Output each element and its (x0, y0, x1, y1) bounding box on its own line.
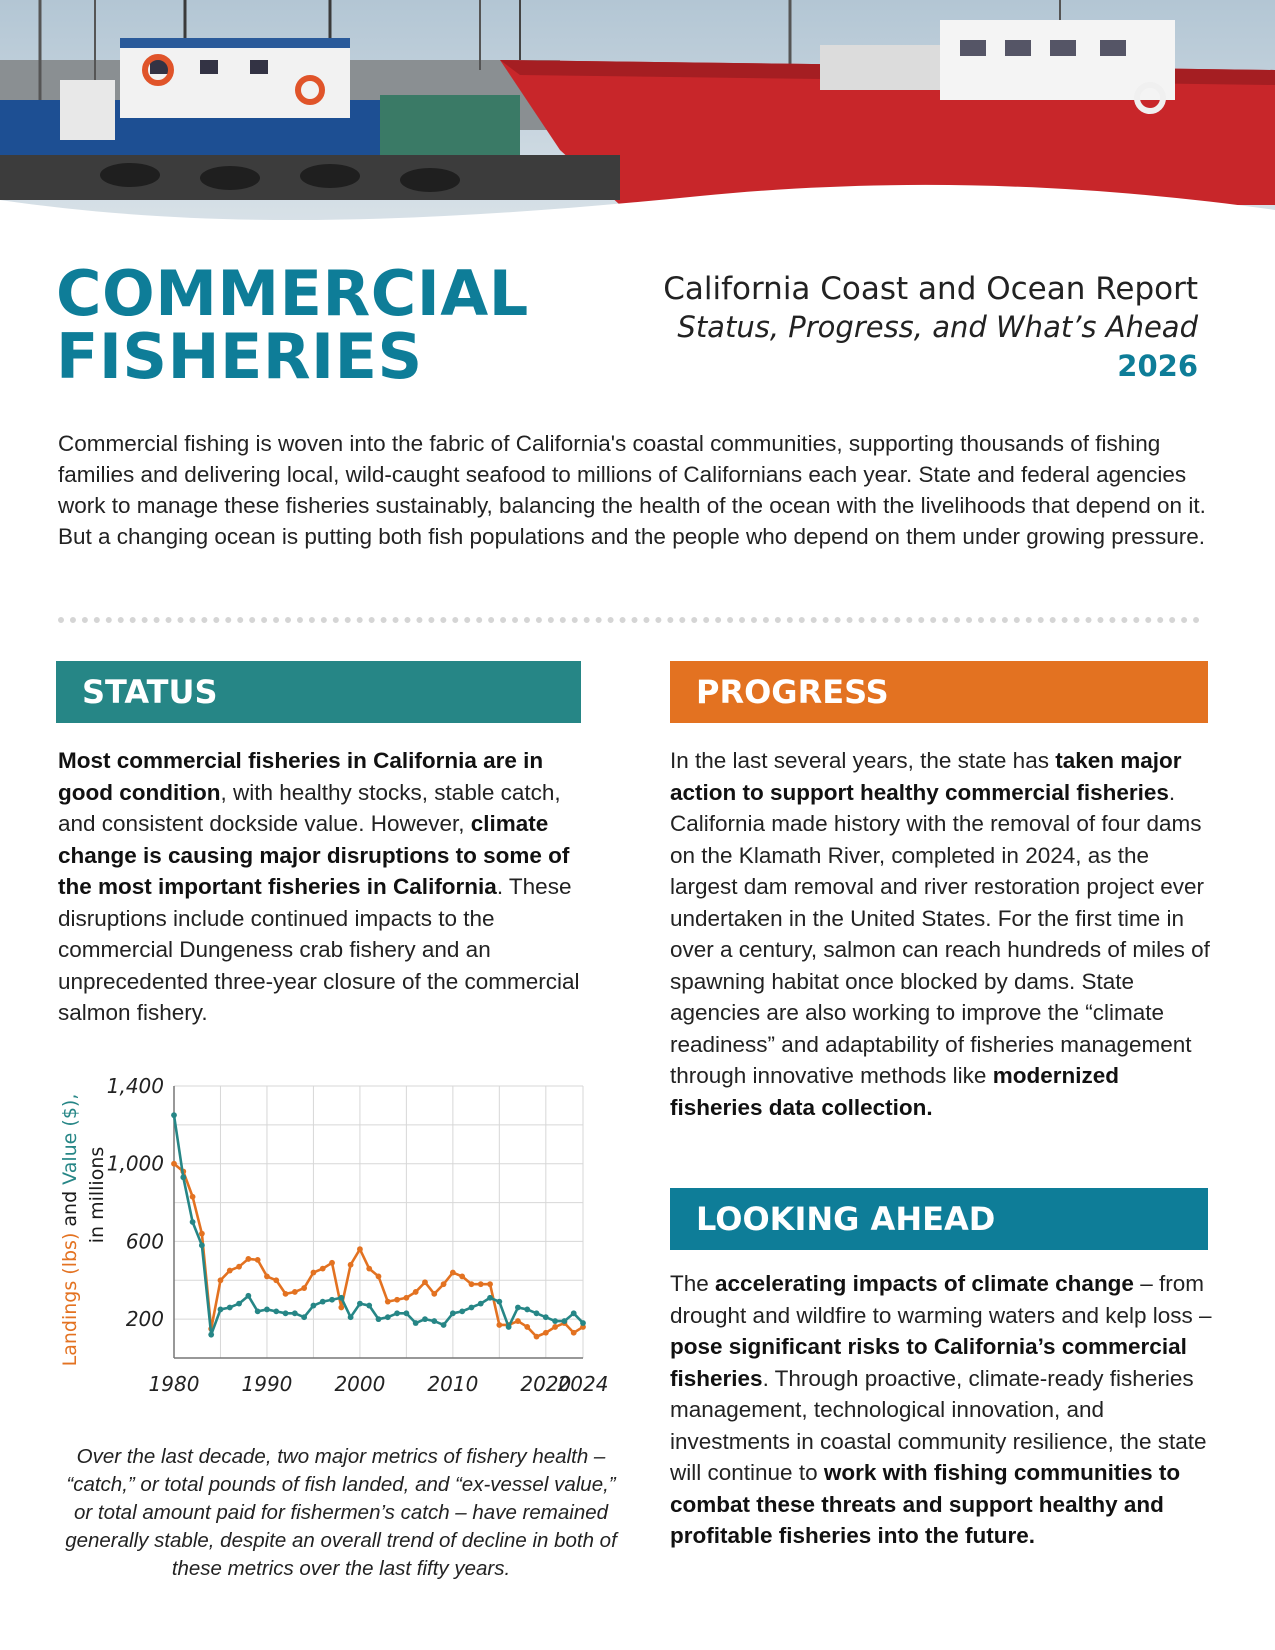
y-tick-label: 1,000 (106, 1151, 164, 1176)
data-point-value (180, 1174, 186, 1180)
status-heading: STATUS (56, 661, 581, 723)
report-title: California Coast and Ocean Report (663, 271, 1198, 307)
data-point-landings (329, 1260, 335, 1266)
y-tick-label: 600 (125, 1229, 164, 1254)
data-point-value (394, 1310, 400, 1316)
title-line-2: FISHERIES (56, 320, 423, 393)
data-point-landings (218, 1277, 224, 1283)
data-point-value (264, 1307, 270, 1313)
data-point-landings (320, 1266, 326, 1272)
report-year: 2026 (1117, 349, 1198, 383)
data-point-landings (348, 1262, 354, 1268)
data-point-value (469, 1305, 475, 1311)
data-point-value (496, 1299, 502, 1305)
data-point-landings (311, 1270, 317, 1276)
data-point-value (403, 1310, 409, 1316)
data-point-value (190, 1219, 196, 1225)
looking-ahead-paragraph (670, 1268, 1215, 1552)
data-point-landings (357, 1246, 363, 1252)
y-axis-label-landings: Landings (lbs) (59, 1232, 81, 1367)
status-text-2: . These disruptions include continued impacts to the commercial Dungeness crab fishery and an unprecedented three-year closure of the commercial salmon fishery. (58, 874, 580, 1025)
data-point-value (413, 1320, 419, 1326)
x-tick-label: 2020 (520, 1372, 572, 1396)
x-tick-label: 2010 (427, 1372, 479, 1396)
data-point-value (273, 1308, 279, 1314)
status-paragraph (58, 745, 586, 1029)
x-tick-label: 2000 (334, 1372, 386, 1396)
data-point-landings (534, 1334, 540, 1340)
data-point-landings (255, 1257, 261, 1263)
data-point-landings (543, 1330, 549, 1336)
data-point-value (580, 1320, 586, 1326)
data-point-landings (571, 1330, 577, 1336)
chart-tick-labels (107, 1074, 609, 1396)
chart-series (171, 1112, 586, 1339)
data-point-value (236, 1301, 242, 1307)
data-point-landings (459, 1274, 465, 1280)
data-point-landings (478, 1281, 484, 1287)
hero-photo-fishing-boats (0, 0, 1275, 230)
data-point-landings (450, 1270, 456, 1276)
data-point-value (255, 1308, 261, 1314)
data-point-value (515, 1305, 521, 1311)
data-point-landings (264, 1274, 270, 1280)
data-point-value (357, 1301, 363, 1307)
data-point-landings (199, 1231, 205, 1237)
data-point-value (478, 1301, 484, 1307)
data-point-landings (273, 1277, 279, 1283)
report-subtitle: Status, Progress, and What’s Ahead (677, 310, 1198, 344)
status-bold-2: climate change is causing major disruptions to some of the most important fisheries in California (58, 811, 570, 899)
status-text-1: , with healthy stocks, stable catch, and consistent dockside value. However, (58, 779, 561, 836)
data-point-landings (403, 1295, 409, 1301)
y-axis-label (59, 1094, 81, 1367)
data-point-value (329, 1297, 335, 1303)
chart-caption: Over the last decade, two major metrics of fishery health – “catch,” or total pounds of fish landed, and “ex-vessel value,” or total amount paid for fishermen’s catch – have remained generally stable, despite an overall trend of decline in both of these metrics over the last fifty years. (65, 1445, 617, 1580)
data-point-value (376, 1316, 382, 1322)
data-point-value (571, 1310, 577, 1316)
series-line-landings (174, 1164, 583, 1337)
data-point-landings (236, 1264, 242, 1270)
page-title (56, 257, 529, 393)
data-point-value (208, 1332, 214, 1338)
y-tick-label: 1,400 (106, 1074, 164, 1098)
title-line-1: COMMERCIAL (56, 257, 529, 330)
data-point-value (552, 1318, 558, 1324)
data-point-value (534, 1310, 540, 1316)
data-point-landings (227, 1268, 233, 1274)
data-point-landings (385, 1299, 391, 1305)
data-point-value (292, 1310, 298, 1316)
data-point-landings (515, 1318, 521, 1324)
progress-text-1: In the last several years, the state has (670, 748, 1056, 773)
landings-value-chart (50, 1070, 630, 1410)
data-point-value (543, 1314, 549, 1320)
data-point-landings (469, 1281, 475, 1287)
data-point-landings (431, 1291, 437, 1297)
data-point-landings (394, 1297, 400, 1303)
series-line-value (174, 1115, 583, 1335)
data-point-landings (338, 1305, 344, 1311)
data-point-landings (496, 1322, 502, 1328)
data-point-value (218, 1307, 224, 1313)
data-point-landings (376, 1274, 382, 1280)
looking-ahead-heading: LOOKING AHEAD (670, 1188, 1208, 1250)
data-point-value (283, 1310, 289, 1316)
progress-heading: PROGRESS (670, 661, 1208, 723)
data-point-landings (292, 1289, 298, 1295)
ahead-bold-2: pose significant risks to California’s commercial fisheries (670, 1334, 1187, 1391)
data-point-value (385, 1314, 391, 1320)
data-point-value (441, 1322, 447, 1328)
y-axis-label-value: Value ($), (59, 1093, 81, 1185)
section-divider (58, 617, 1200, 623)
data-point-landings (190, 1194, 196, 1200)
data-point-landings (441, 1281, 447, 1287)
data-point-landings (245, 1256, 251, 1262)
y-tick-label: 200 (125, 1307, 164, 1332)
data-point-value (431, 1318, 437, 1324)
data-point-landings (422, 1279, 428, 1285)
data-point-landings (524, 1324, 530, 1330)
data-point-value (311, 1303, 317, 1309)
data-point-value (227, 1305, 233, 1311)
x-tick-label: 2024 (557, 1372, 609, 1396)
ahead-text-3: . Through proactive, climate-ready fisheries management, technological innovation, and investments in coastal community resilience, the state will continue to (670, 1365, 1207, 1485)
data-point-landings (301, 1285, 307, 1291)
data-point-landings (171, 1161, 177, 1167)
data-point-value (487, 1295, 493, 1301)
data-point-value (171, 1112, 177, 1118)
progress-bold-2: modernized fisheries data collection. (670, 1063, 1119, 1120)
data-point-value (301, 1314, 307, 1320)
data-point-value (320, 1299, 326, 1305)
y-axis-label-and: and (59, 1184, 81, 1233)
data-point-value (524, 1307, 530, 1313)
report-heading (663, 270, 1198, 386)
intro-paragraph: Commercial fishing is woven into the fabric of California's coastal communities, supporting thousands of fishing families and delivering local, wild-caught seafood to millions of Californians each year. State and federal agencies work to manage these fisheries sustainably, balancing the health of the ocean with the livelihoods that depend on it. But a changing ocean is putting both fish populations and the people who depend on them under growing pressure. (58, 431, 1206, 549)
ahead-bold-3: work with fishing communities to combat these threats and support healthy and profitable fisheries into the future. (670, 1460, 1181, 1548)
data-point-value (422, 1316, 428, 1322)
data-point-landings (552, 1324, 558, 1330)
data-point-landings (413, 1289, 419, 1295)
progress-paragraph (670, 745, 1215, 1123)
data-point-landings (283, 1291, 289, 1297)
data-point-value (338, 1295, 344, 1301)
progress-text-2: . California made history with the removal of four dams on the Klamath River, completed in 2024, as the largest dam removal and river restoration project ever undertaken in the United States. For the first time in over a century, salmon can reach hundreds of miles of spawning habitat once blocked by dams. State agencies are also working to improve the “climate readiness” and adaptability of fisheries management through innovative methods like (670, 779, 1210, 1088)
ahead-bold-1: accelerating impacts of climate change (715, 1271, 1134, 1296)
data-point-value (199, 1242, 205, 1248)
ahead-text-1: The (670, 1271, 716, 1296)
data-point-value (366, 1303, 372, 1309)
status-bold-1: Most commercial fisheries in California are in good condition (58, 748, 544, 805)
x-tick-label: 1980 (148, 1372, 200, 1396)
x-tick-label: 1990 (241, 1372, 293, 1396)
data-point-landings (487, 1281, 493, 1287)
ahead-text-2: – from drought and wildfire to warming waters and kelp loss – (670, 1271, 1212, 1328)
data-point-value (245, 1293, 251, 1299)
data-point-value (562, 1318, 568, 1324)
data-point-value (506, 1324, 512, 1330)
data-point-value (348, 1314, 354, 1320)
data-point-value (450, 1310, 456, 1316)
data-point-landings (366, 1266, 372, 1272)
data-point-value (459, 1308, 465, 1314)
y-axis-label-units: in millions (86, 1146, 108, 1244)
progress-bold-1: taken major action to support healthy commercial fisheries (670, 748, 1182, 805)
